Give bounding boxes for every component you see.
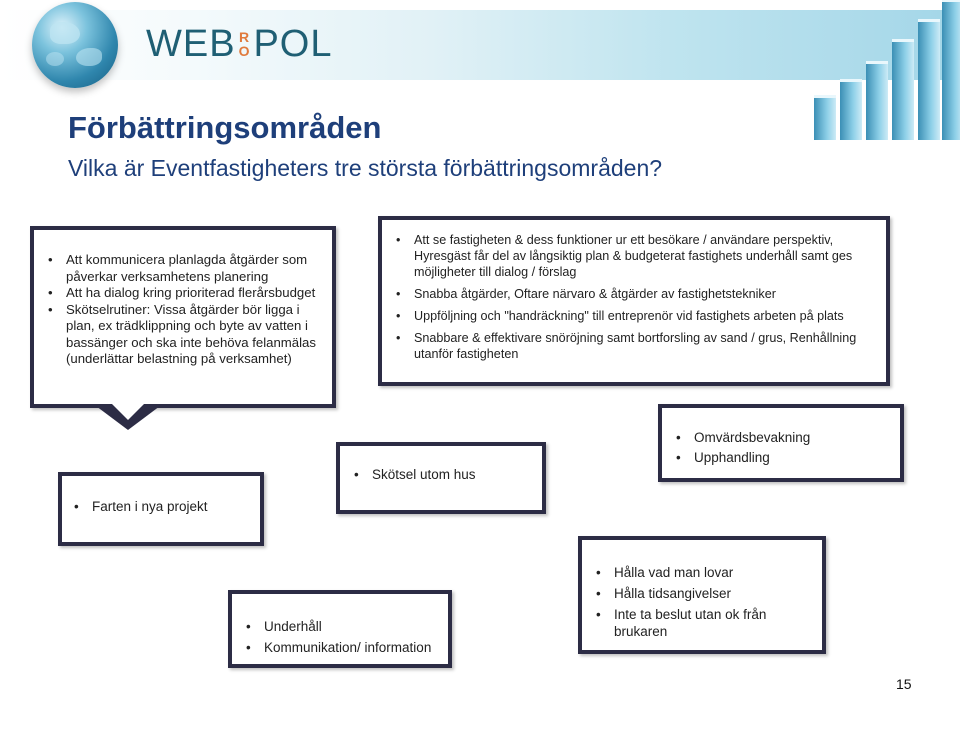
- list-item: • Snabbare & effektivare snöröjning samt bortforsling av sand / grus, Renhållning utanför fastigheten: [392, 330, 876, 362]
- list-item: • Att se fastigheten & dess funktioner ur ett besökare / användare perspektiv, Hyresgäst får del av långsiktig plan & budgeterat fastighets underhåll samt ges möjligheter till dialog / förslag: [392, 232, 876, 280]
- box-underhall-list: [242, 616, 440, 658]
- list-item: • Inte ta beslut utan ok från brukaren: [592, 606, 812, 640]
- list-item: • Att kommunicera planlagda åtgärder som påverkar verksamhetens planering: [44, 252, 322, 285]
- box-farten: [58, 472, 264, 546]
- decorative-bar-chart-icon: [810, 0, 960, 140]
- logo-ro: [239, 30, 251, 58]
- page-title: Förbättringsområden: [68, 110, 382, 145]
- logo-text-right: POL: [253, 22, 333, 65]
- list-item: • Farten i nya projekt: [70, 498, 252, 516]
- box-omvard: [658, 404, 904, 482]
- list-item: • Hålla tidsangivelser: [592, 585, 812, 602]
- box-halla-list: [592, 564, 812, 640]
- callout-left: [30, 226, 336, 408]
- box-underhall: [228, 590, 452, 668]
- box-skotsel: [336, 442, 546, 514]
- list-item: • Kommunikation/ information: [242, 637, 440, 658]
- box-halla: [578, 536, 826, 654]
- globe-logo-icon: [32, 2, 118, 88]
- callout-right: [378, 216, 890, 386]
- page-number: 15: [896, 676, 912, 692]
- list-item: • Underhåll: [242, 616, 440, 637]
- logo-text-left: WEB: [146, 22, 236, 65]
- list-item: • Omvärdsbevakning: [672, 428, 890, 448]
- page-subtitle: Vilka är Eventfastigheters tre största förbättringsområden?: [68, 155, 663, 181]
- box-farten-list: [70, 498, 252, 516]
- logo-ro-bottom: O: [238, 43, 251, 59]
- webropol-logo: [146, 22, 333, 66]
- list-item: • Upphandling: [672, 448, 890, 468]
- list-item: • Snabba åtgärder, Oftare närvaro & åtgärder av fastighetstekniker: [392, 286, 876, 302]
- list-item: • Hålla vad man lovar: [592, 564, 812, 581]
- box-omvard-list: [672, 428, 890, 468]
- callout-left-list: [44, 252, 322, 368]
- logo-ro-top: R: [238, 29, 251, 45]
- list-item: • Uppföljning och "handräckning" till entreprenör vid fastighets arbeten på plats: [392, 308, 876, 324]
- list-item: • Att ha dialog kring prioriterad flerårsbudget: [44, 285, 322, 302]
- list-item: • Skötselrutiner: Vissa åtgärder bör ligga i plan, ex trädklippning och byte av vatten i bassänger och ska inte behöva felanmälas (underlättar belastning på verksamhet): [44, 302, 322, 368]
- callout-right-list: [392, 232, 876, 362]
- callout-left-pointer: [96, 406, 160, 430]
- list-item: • Skötsel utom hus: [350, 466, 534, 484]
- box-skotsel-list: [350, 466, 534, 484]
